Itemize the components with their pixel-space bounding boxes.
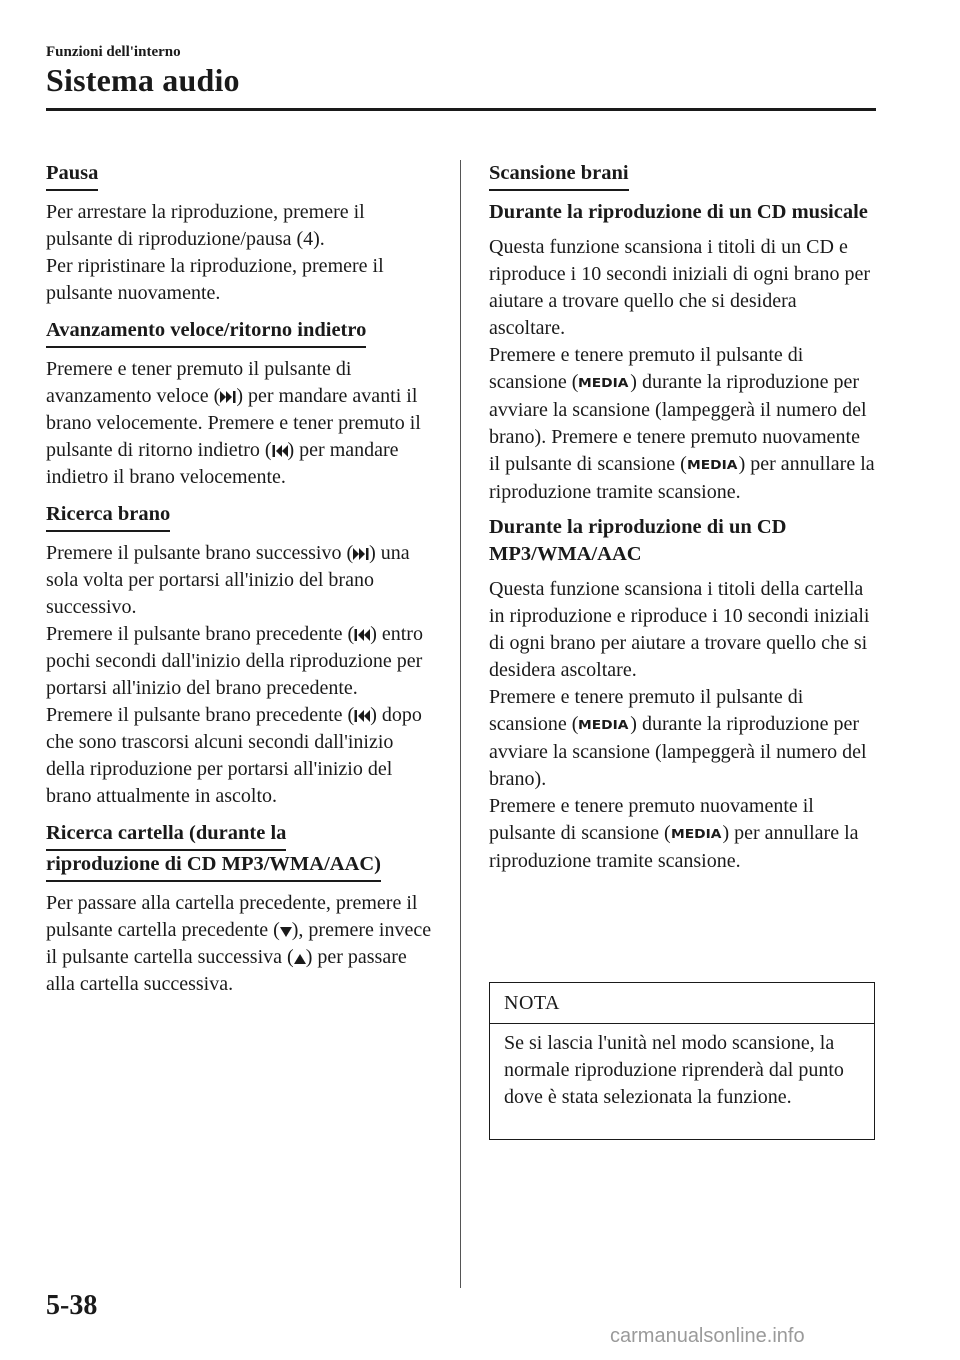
scansione-mp3-para-3 — [489, 793, 875, 875]
section-title: Sistema audio — [46, 62, 240, 98]
avanzamento-para — [46, 356, 436, 491]
text-span: ) dopo che sono trascorsi alcuni secondi dall'inizio della riproduzione per portarsi all'inizio del brano attualmente in ascolto. — [46, 704, 422, 807]
subheading-cd-mp3: Durante la riproduzione di un CD MP3/WMA/AAC — [489, 516, 787, 565]
heading-ricerca-cartella-line-1: Ricerca cartella (durante la — [46, 820, 286, 851]
heading-ricerca-cartella — [46, 820, 436, 882]
text-span: Premere e tenere premuto nuovamente il pulsante di scansione ( — [489, 795, 814, 844]
heading-ricerca-brano — [46, 501, 436, 532]
previous-track-icon — [354, 628, 370, 642]
rewind-icon — [272, 444, 288, 458]
column-divider — [460, 160, 461, 1288]
heading-pausa-text: Pausa — [46, 160, 98, 191]
text-span: ) per mandare indietro il brano velocemente. — [46, 439, 399, 488]
ricerca-brano-para-2 — [46, 621, 436, 702]
text-span: Premere e tenere premuto il pulsante di scansione ( — [489, 686, 804, 735]
folder-up-icon — [294, 953, 306, 965]
text-span: ) durante la riproduzione per avviare la scansione (lampeggerà il numero del brano). — [489, 713, 867, 790]
ricerca-brano-para-3 — [46, 702, 436, 810]
heading-ricerca-cartella-line-2: riproduzione di CD MP3/WMA/AAC) — [46, 851, 381, 882]
text-span: ) durante la riproduzione per avviare la scansione (lampeggerà il numero del brano). Premere e tenere premuto nuovamente il pulsante di scansione ( — [489, 371, 867, 475]
media-button-icon: MEDIA — [670, 827, 722, 841]
scansione-mp3-para-2 — [489, 684, 875, 793]
scansione-cd-para-1: Questa funzione scansiona i titoli di un CD e riproduce i 10 secondi iniziali di ogni brano per aiutare a trovare quello che si desidera ascoltare. — [489, 236, 871, 339]
next-track-icon — [353, 547, 369, 561]
nota-box — [489, 982, 875, 1140]
media-button-icon: MEDIA — [578, 376, 629, 390]
right-column — [489, 160, 875, 875]
chapter-label: Funzioni dell'interno — [46, 44, 181, 60]
pausa-para-1: Per arrestare la riproduzione, premere il pulsante di riproduzione/pausa (4). — [46, 201, 365, 250]
text-span: Premere il pulsante brano successivo ( — [46, 542, 354, 564]
media-button-icon: MEDIA — [578, 718, 629, 732]
header-rule — [46, 108, 876, 111]
text-span: ), premere invece il pulsante cartella successiva ( — [46, 919, 432, 968]
page-number: 5-38 — [46, 1290, 98, 1321]
text-span: ) per annullare la riproduzione tramite scansione. — [489, 453, 875, 503]
text-span: ) per annullare la riproduzione tramite scansione. — [489, 822, 859, 872]
text-span: Premere e tener premuto il pulsante di avanzamento veloce ( — [46, 358, 352, 407]
ricerca-cartella-para — [46, 890, 436, 998]
nota-text: Se si lascia l'unità nel modo scansione, la normale riproduzione riprenderà dal punto dove è stata selezionata la funzione. — [504, 1032, 844, 1108]
heading-avanzamento — [46, 317, 436, 348]
previous-track-icon — [354, 709, 370, 723]
fast-forward-icon — [220, 390, 236, 404]
text-span: Premere il pulsante brano precedente ( — [46, 704, 355, 726]
text-span: Per passare alla cartella precedente, premere il pulsante cartella precedente ( — [46, 892, 418, 941]
watermark: carmanualsonline.info — [610, 1325, 805, 1347]
heading-scansione-text: Scansione brani — [489, 160, 629, 191]
heading-scansione — [489, 160, 875, 191]
text-span: ) per passare alla cartella successiva. — [46, 946, 407, 995]
nota-title: NOTA — [490, 983, 874, 1024]
scansione-cd-para-2 — [489, 342, 875, 506]
media-button-icon: MEDIA — [686, 458, 738, 472]
ricerca-brano-para-1 — [46, 540, 436, 621]
text-span: Premere e tenere premuto il pulsante di scansione ( — [489, 344, 804, 393]
text-span: ) per mandare avanti il brano velocemente. Premere e tener premuto il pulsante di ritorno indietro ( — [46, 385, 421, 461]
text-span: ) una sola volta per portarsi all'inizio del brano successivo. — [46, 542, 410, 618]
text-span: ) entro pochi secondi dall'inizio della riproduzione per portarsi all'inizio del brano precedente. — [46, 623, 423, 699]
scansione-mp3-para-1: Questa funzione scansiona i titoli della cartella in riproduzione e riproduce i 10 secondi iniziali di ogni brano per aiutare a trovare quello che si desidera ascoltare. — [489, 578, 870, 681]
heading-pausa — [46, 160, 436, 191]
subheading-cd-musicale: Durante la riproduzione di un CD musicale — [489, 201, 868, 223]
text-span: Premere il pulsante brano precedente ( — [46, 623, 355, 645]
heading-ricerca-brano-text: Ricerca brano — [46, 501, 170, 532]
left-column — [46, 160, 436, 998]
folder-down-icon — [280, 926, 292, 938]
pausa-para-2: Per ripristinare la riproduzione, premere il pulsante nuovamente. — [46, 255, 384, 304]
heading-avanzamento-text: Avanzamento veloce/ritorno indietro — [46, 317, 366, 348]
